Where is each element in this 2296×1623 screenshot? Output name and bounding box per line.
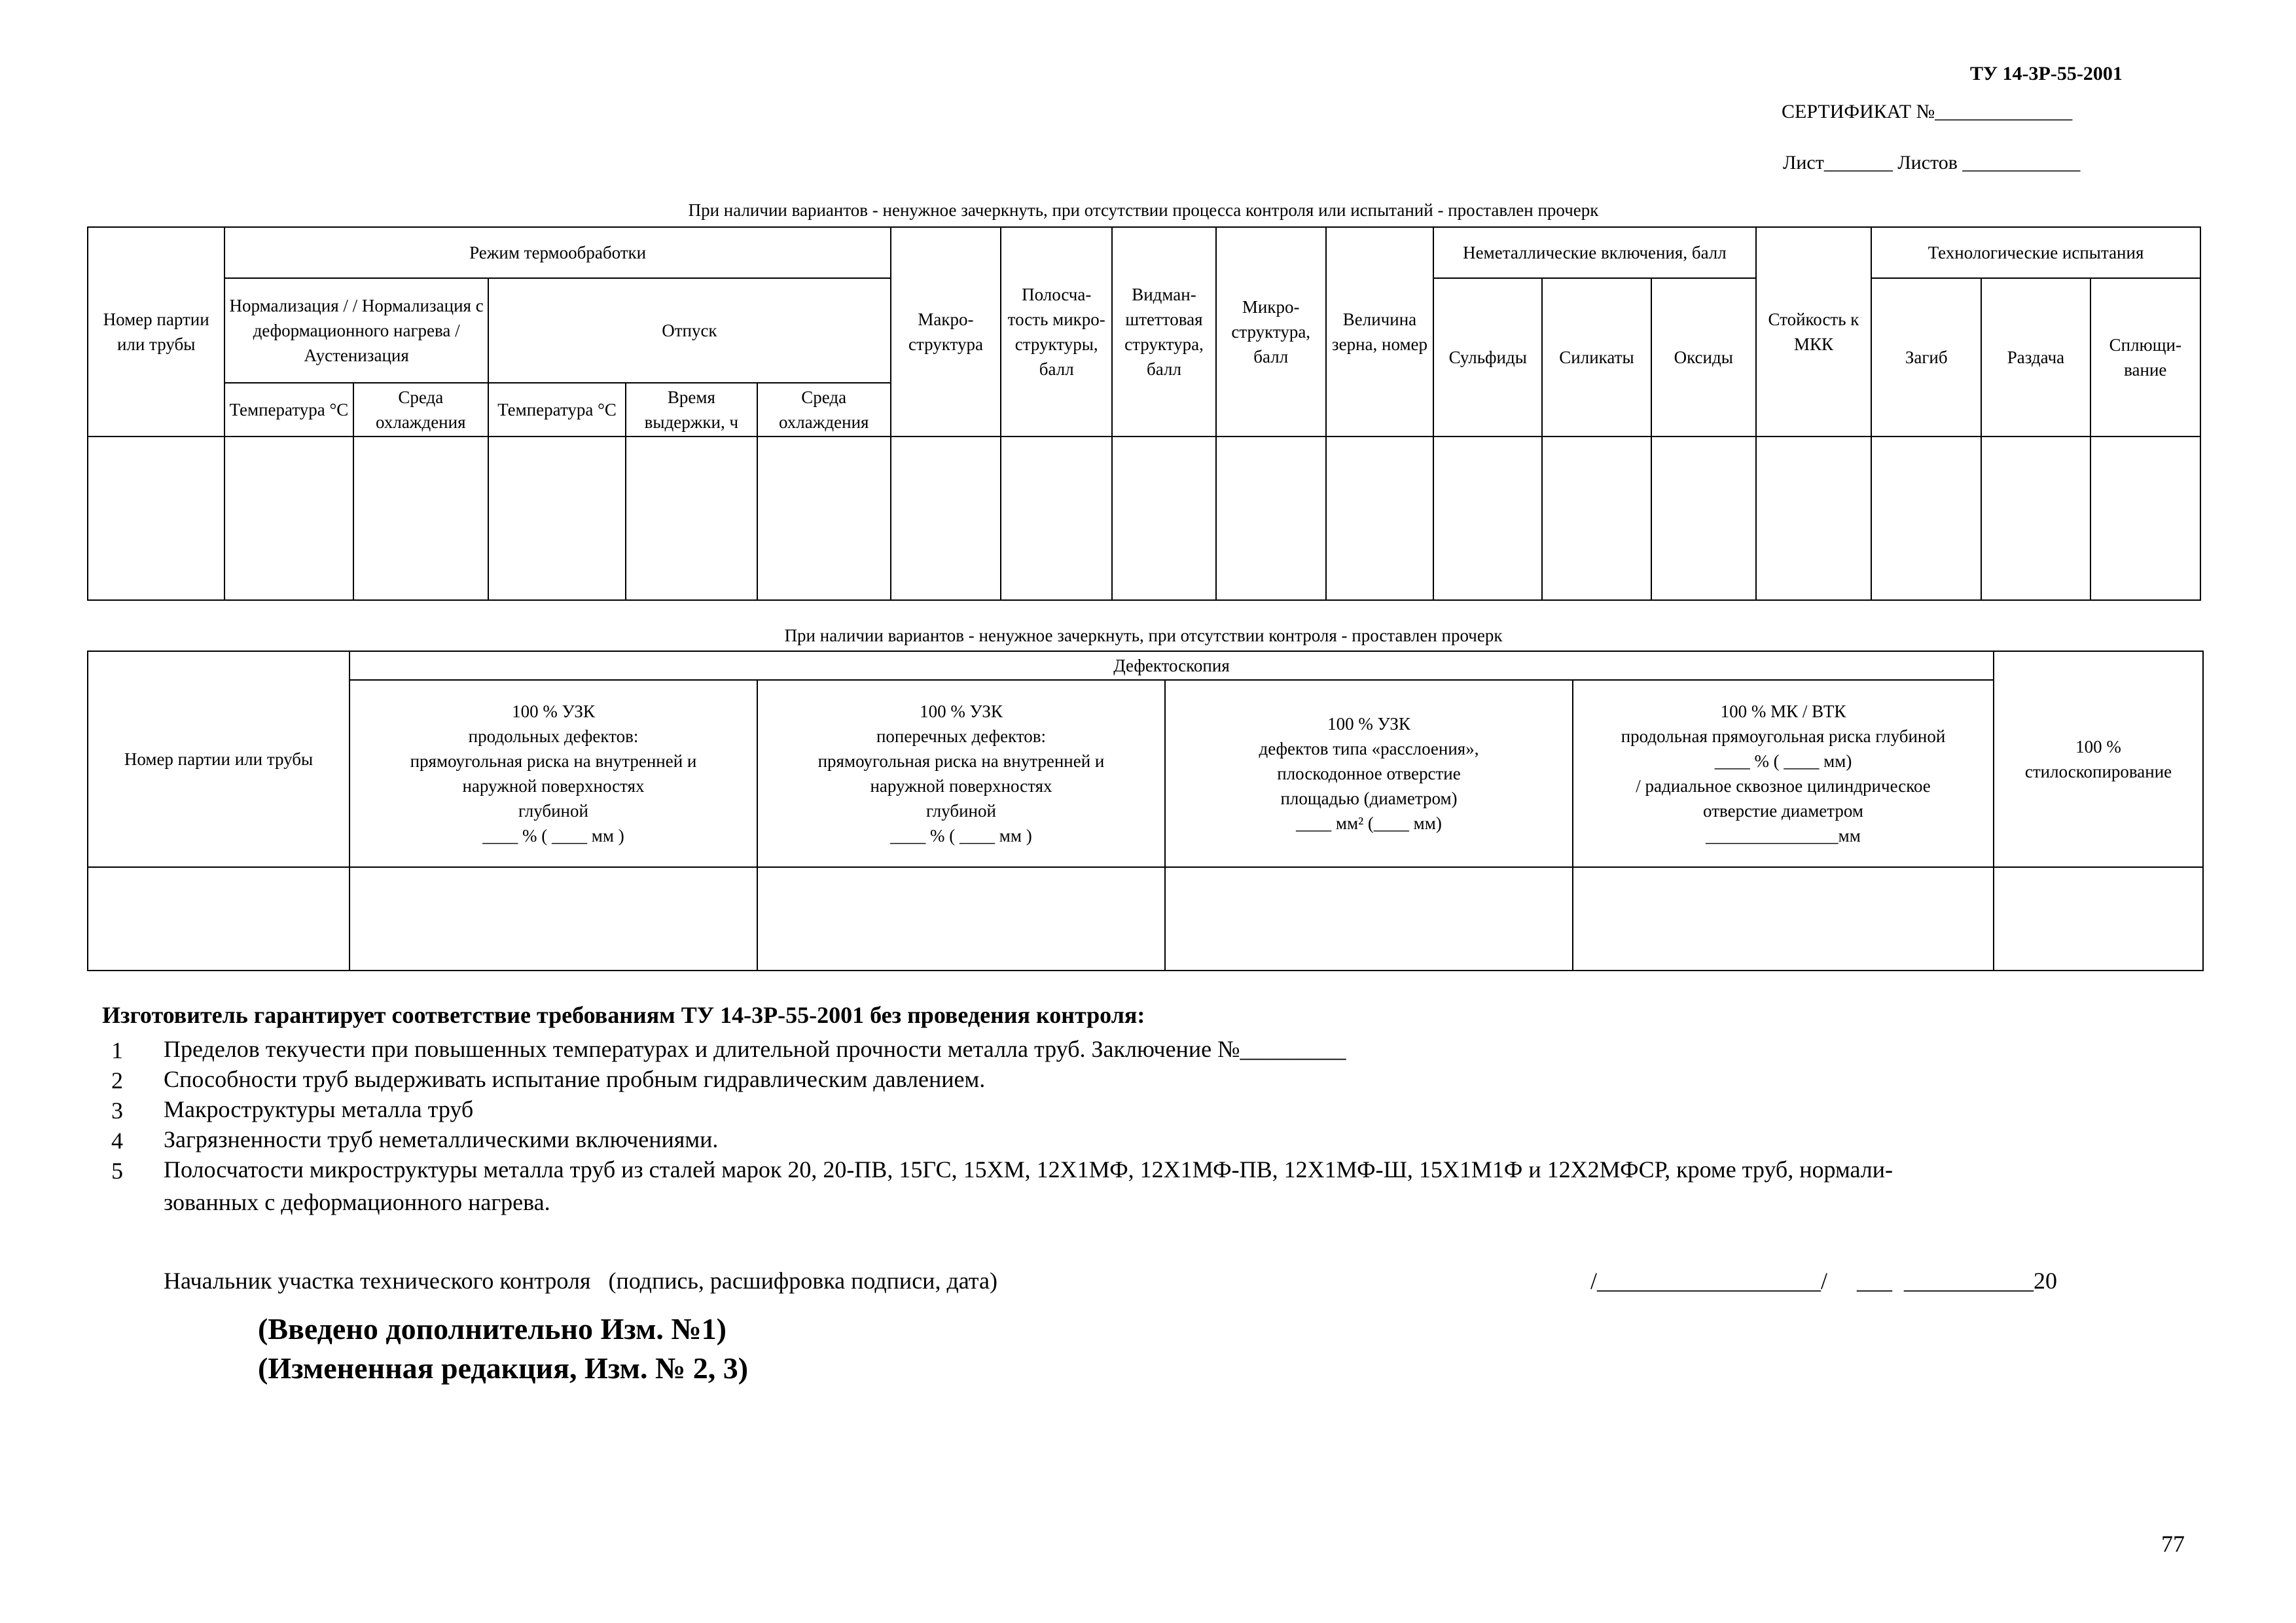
norm-cooling-medium-header: Среда охлаждения <box>353 383 488 437</box>
normalization-header: Нормализация / / Нормализация с деформационного нагрева / Аустенизация <box>224 278 488 383</box>
data-cell[interactable] <box>1994 867 2203 971</box>
data-cell[interactable] <box>1756 437 1871 600</box>
bend-test-header: Загиб <box>1871 278 1981 437</box>
list-item-number: 1 <box>111 1037 123 1063</box>
standard-code: ТУ 14-3Р-55-2001 <box>1970 63 2123 84</box>
grain-size-header: Величина зерна, номер <box>1326 227 1433 437</box>
data-cell[interactable] <box>88 437 224 600</box>
norm-temperature-header: Температура °С <box>224 383 353 437</box>
list-item: Загрязненности труб неметаллическими включениями. <box>164 1126 719 1152</box>
nonmetallic-inclusions-header: Неметаллические включения, балл <box>1433 227 1756 278</box>
list-item-number: 5 <box>111 1158 123 1184</box>
data-cell[interactable] <box>88 867 350 971</box>
oxides-header: Оксиды <box>1651 278 1756 437</box>
defectoscopy-table <box>87 651 2204 971</box>
mk-vtk-header: 100 % МК / ВТК продольная прямоугольная риска глубиной ____ % ( ____ мм) / радиальное сквозное цилиндрическое отверстие диаметром _______________мм <box>1573 680 1994 867</box>
sulfides-header: Сульфиды <box>1433 278 1542 437</box>
signature-line: /___________________/ ___ ___________20 <box>1590 1268 2058 1294</box>
data-cell[interactable] <box>2090 437 2200 600</box>
list-item-number: 4 <box>111 1128 123 1154</box>
uzk-longitudinal-header: 100 % УЗК продольных дефектов: прямоугольная риска на внутренней и наружной поверхностях глубиной ____ % ( ____ мм ) <box>350 680 757 867</box>
amendment-note-2: (Измененная редакция, Изм. № 2, 3) <box>258 1351 749 1385</box>
heat-treatment-table <box>87 226 2201 601</box>
batch-number-header: Номер партии или трубы <box>88 651 350 867</box>
table2-data-row <box>88 867 2203 971</box>
data-cell[interactable] <box>350 867 757 971</box>
sheet-count-field: Лист_______ Листов ____________ <box>1783 152 2081 173</box>
mkk-resistance-header: Стойкость к МКК <box>1756 227 1871 437</box>
certificate-number-field: СЕРТИФИКАТ №______________ <box>1782 101 2073 122</box>
temper-temperature-header: Температура °С <box>488 383 626 437</box>
list-item: Пределов текучести при повышенных температурах и длительной прочности металла труб. Заключение №_________ <box>164 1036 1346 1062</box>
list-item: Полосчатости микроструктуры металла труб из сталей марок 20, 20-ПВ, 15ГС, 15ХМ, 12Х1МФ, 12Х1МФ-ПВ, 12Х1МФ-Ш, 15Х1М1Ф и 12Х2МФСР, кроме труб, нормали- <box>164 1156 1893 1183</box>
table1-note: При наличии вариантов - ненужное зачеркнуть, при отсутствии процесса контроля или испытаний - проставлен прочерк <box>688 200 1599 220</box>
data-cell[interactable] <box>1165 867 1573 971</box>
banding-header: Полосча-тость микро-структуры, балл <box>1001 227 1112 437</box>
microstructure-header: Микро-структура, балл <box>1216 227 1326 437</box>
heat-treatment-header: Режим термообработки <box>224 227 891 278</box>
list-item-continuation: зованных с деформационного нагрева. <box>164 1189 550 1215</box>
data-cell[interactable] <box>1981 437 2090 600</box>
table2-note: При наличии вариантов - ненужное зачеркнуть, при отсутствии контроля - проставлен прочерк <box>784 626 1503 645</box>
data-cell[interactable] <box>1001 437 1112 600</box>
flattening-test-header: Сплющи-вание <box>2090 278 2200 437</box>
data-cell[interactable] <box>1112 437 1215 600</box>
data-cell[interactable] <box>1573 867 1994 971</box>
data-cell[interactable] <box>757 437 891 600</box>
tempering-header: Отпуск <box>488 278 891 383</box>
styloscopy-header: 100 % стилоскопирование <box>1994 651 2203 867</box>
data-cell[interactable] <box>1216 437 1326 600</box>
data-cell[interactable] <box>1326 437 1433 600</box>
data-cell[interactable] <box>353 437 488 600</box>
page-number: 77 <box>2161 1531 2185 1557</box>
technological-tests-header: Технологические испытания <box>1871 227 2200 278</box>
list-item-number: 3 <box>111 1097 123 1124</box>
data-cell[interactable] <box>1871 437 1981 600</box>
guarantee-title: Изготовитель гарантирует соответствие требованиям ТУ 14-3Р-55-2001 без проведения контроля: <box>102 1002 1145 1028</box>
amendment-note-1: (Введено дополнительно Изм. №1) <box>258 1312 726 1346</box>
temper-cooling-medium-header: Среда охлаждения <box>757 383 891 437</box>
batch-number-header: Номер партии или трубы <box>88 227 224 437</box>
expansion-test-header: Раздача <box>1981 278 2090 437</box>
data-cell[interactable] <box>1433 437 1542 600</box>
defectoscopy-header: Дефектоскопия <box>350 651 1994 680</box>
data-cell[interactable] <box>891 437 1001 600</box>
uzk-lamination-header: 100 % УЗК дефектов типа «расслоения», плоскодонное отверстие площадью (диаметром) ____ мм² (____ мм) <box>1165 680 1573 867</box>
data-cell[interactable] <box>626 437 757 600</box>
table1-data-row <box>88 437 2200 600</box>
widmanstatten-header: Видман-штеттовая структура, балл <box>1112 227 1215 437</box>
data-cell[interactable] <box>1651 437 1756 600</box>
temper-holding-time-header: Время выдержки, ч <box>626 383 757 437</box>
signature-label: Начальник участка технического контроля (подпись, расшифровка подписи, дата) <box>164 1268 997 1294</box>
list-item: Способности труб выдерживать испытание пробным гидравлическим давлением. <box>164 1066 986 1092</box>
silicates-header: Силикаты <box>1542 278 1651 437</box>
list-item: Макроструктуры металла труб <box>164 1096 474 1122</box>
data-cell[interactable] <box>1542 437 1651 600</box>
data-cell[interactable] <box>488 437 626 600</box>
data-cell[interactable] <box>757 867 1165 971</box>
uzk-transverse-header: 100 % УЗК поперечных дефектов: прямоугольная риска на внутренней и наружной поверхностях глубиной ____ % ( ____ мм ) <box>757 680 1165 867</box>
macrostructure-header: Макро-структура <box>891 227 1001 437</box>
data-cell[interactable] <box>224 437 353 600</box>
list-item-number: 2 <box>111 1067 123 1094</box>
